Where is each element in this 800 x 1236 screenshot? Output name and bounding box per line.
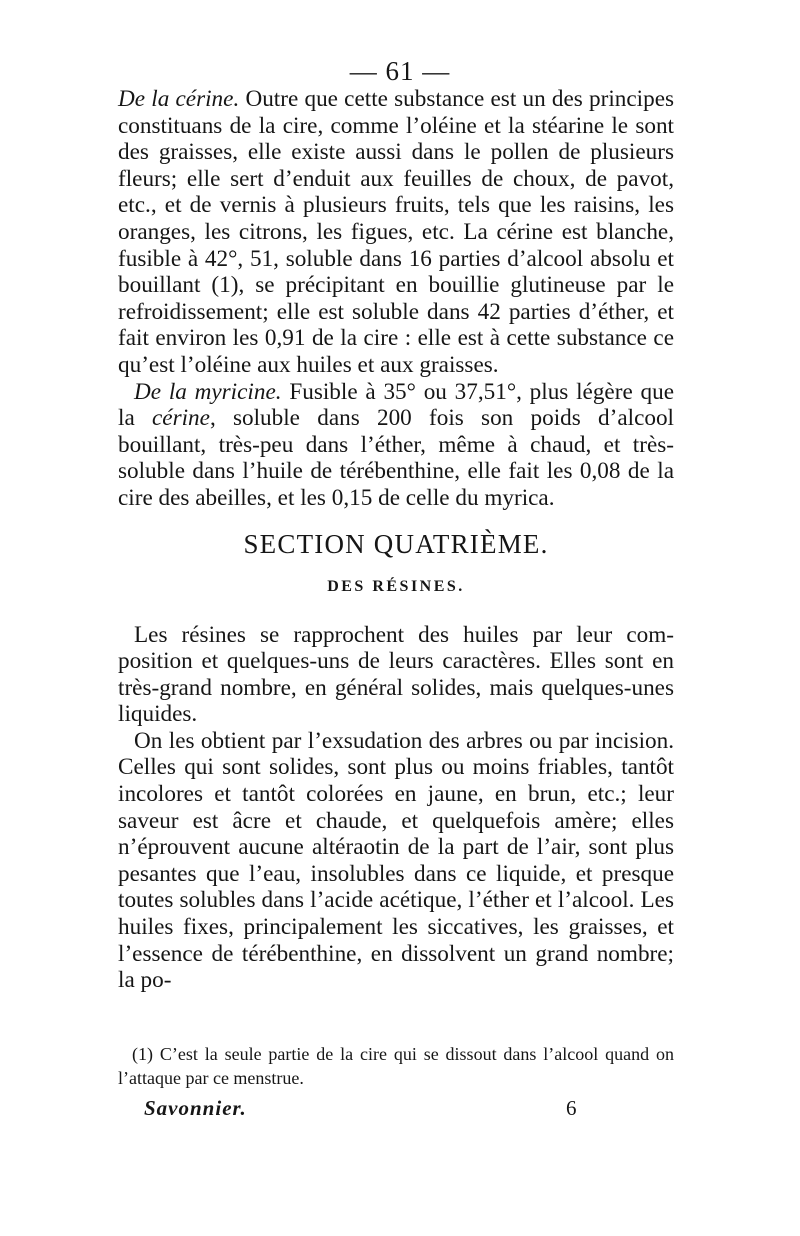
printer-signature: Savonnier. [144, 1096, 247, 1120]
paragraph-resines-intro: Les résines se rapprochent des huiles par leur composition et quelques-uns de leurs caractères. Elles sont en très-grand nombre, en général solides, mais quelques-unes liquides. [118, 621, 674, 728]
footnote: (1) C’est la seule partie de la cire qui se dissout dans l’alcool quand on l’attaque par ce menstrue. [118, 1044, 674, 1088]
signature-mark: 6 [566, 1096, 577, 1120]
main-text [118, 86, 674, 994]
signature-line [144, 1094, 584, 1124]
section-heading: SECTION QUATRIÈME. [243, 528, 549, 559]
paragraph-myricine-text-b: , soluble dans 200 fois son poids d’alcool bouillant, très-peu dans l’éther, même à chaud, et très-soluble dans l’huile de térébenthine, elle fait les 0,08 de la cire des abeilles, et les 0,15 de celle du myrica. [118, 405, 675, 511]
paragraph-cerine [118, 86, 674, 379]
page-number: — 61 — [349, 56, 451, 86]
term-cerine: De la cérine. [118, 86, 240, 112]
paragraph-cerine-text: Outre que cette substance est un des principes constituans de la cire, comme l’oléine et la stéarine le sont des graisses, elle existe aussi dans le pollen de plusieurs fleurs; elle sert d’enduit aux feuilles de choux, de pavot, etc., et de vernis à plusieurs fruits, tels que les raisins, les oranges, les citrons, les figues, etc. La cérine est blanche, fusible à 42°, 51, soluble dans 16 parties d’alcool absolu et bouillant (1), se précipitant en bouillie glutineuse par le refroidissement; elle est soluble dans 42 parties d’éther, et fait environ les 0,91 de la cire : elle est à cette substance ce qu’est l’oléine aux huiles et aux graisses. [118, 86, 675, 378]
term-myricine: De la myricine. [134, 378, 282, 405]
paragraph-resines-properties: On les obtient par l’exsudation des arbres ou par incision. Celles qui sont solides, sont plus ou moins friables, tantôt incolores et tantôt colorées en jaune, en brun, etc.; leur saveur est âcre et chaude, et quelquefois amère; elles n’éprouvent aucune altéraotin de la part de l’air, sont plus pesantes que l’eau, insolubles dans ce liquide, et presque toutes solubles dans l’acide acétique, l’éther et l’alcool. Les huiles fixes, principalement les siccatives, les graisses, et l’essence de térébenthine, en dissolvent un grand nombre; la po- [118, 727, 674, 994]
paragraph-myricine [118, 379, 674, 512]
term-cerine-inline: cérine [152, 405, 210, 432]
paragraph-myricine-text-a: Fusible à 35° ou 37,51°, plus légère que la [118, 378, 674, 432]
sub-heading: DES RÉSINES. [327, 577, 465, 595]
